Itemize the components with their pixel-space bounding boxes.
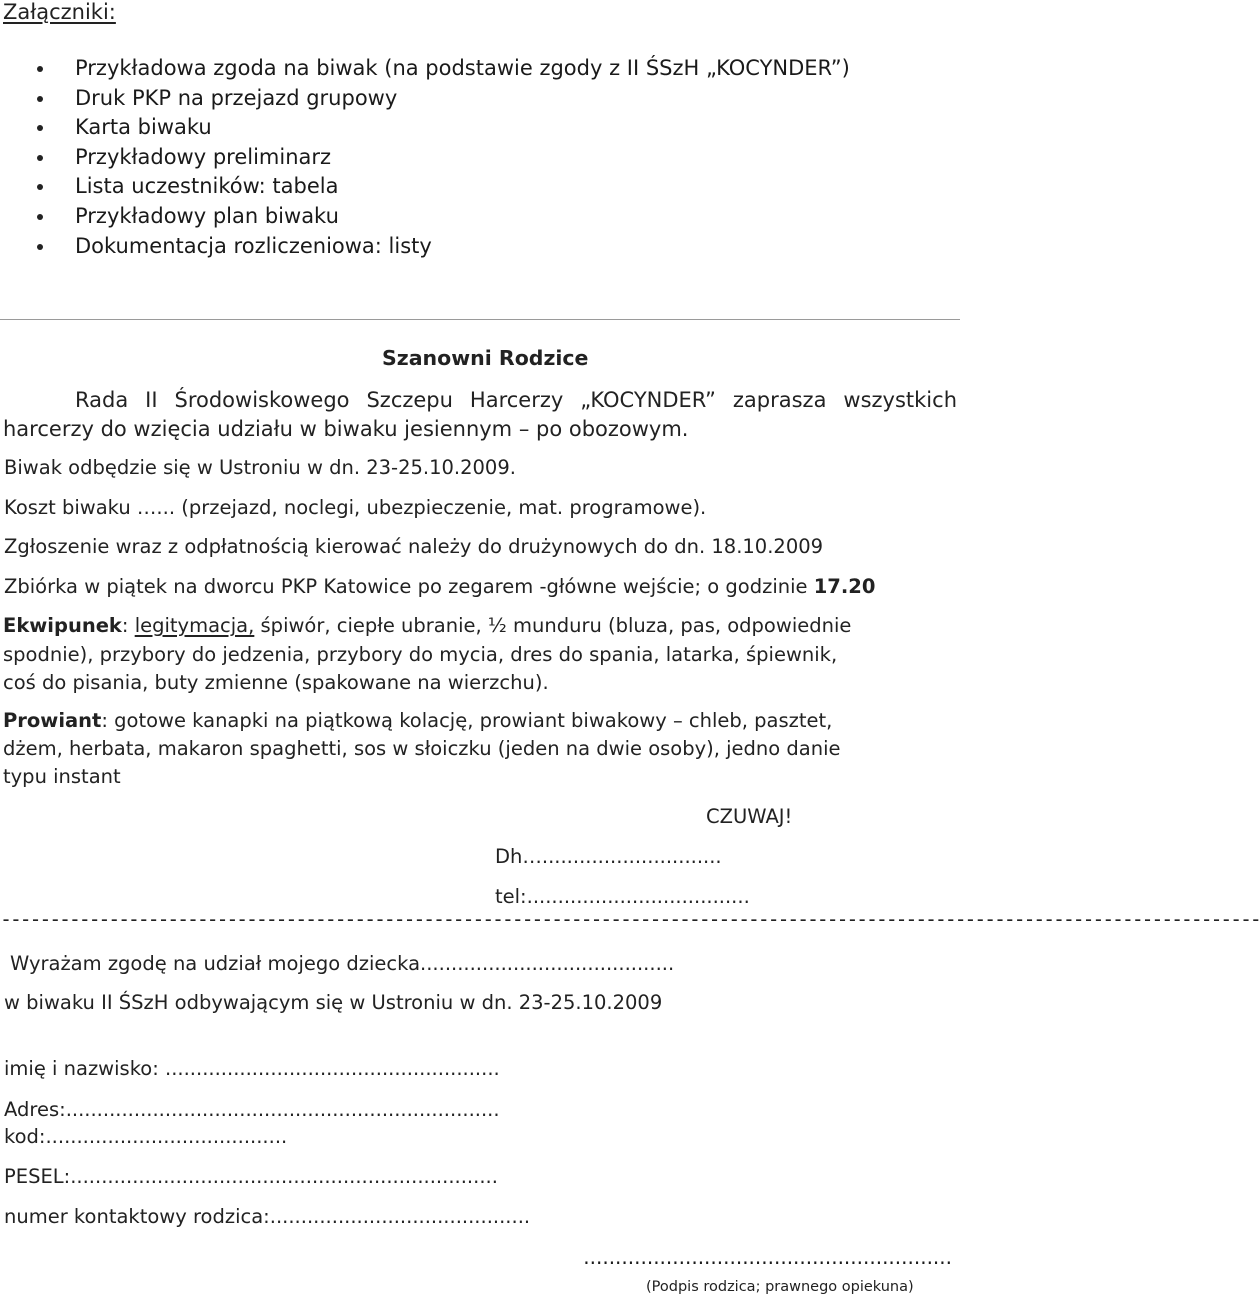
intro-word: wszystkich — [843, 388, 957, 412]
attachment-item-label: Karta biwaku — [75, 115, 212, 140]
attachment-item-label: Druk PKP na przejazd grupowy — [75, 85, 398, 110]
attachment-item — [0, 54, 850, 84]
attachments-title: Załączniki: — [3, 0, 116, 24]
code-field: kod:....................................... — [4, 1125, 288, 1148]
food-line-3: typu instant — [3, 765, 121, 788]
attachment-item — [0, 84, 850, 114]
address-field: Adres:...................................................................... — [4, 1098, 500, 1121]
attachment-item-label: Dokumentacja rozliczeniowa: listy — [75, 233, 432, 258]
attachment-item — [0, 143, 850, 173]
cut-line: -------------------------------------------------------------------------------------------------------------------------------- — [0, 907, 1260, 931]
gear-line-2: spodnie), przybory do jedzenia, przybory do mycia, dres do spania, latarka, śpiewnik, — [3, 643, 838, 666]
bullet-icon — [37, 66, 43, 72]
intro-word: zaprasza — [732, 388, 827, 412]
signup-deadline: Zgłoszenie wraz z odpłatnością kierować należy do drużynowych do dn. 18.10.2009 — [4, 535, 824, 558]
meeting-text: Zbiórka w piątek na dworcu PKP Katowice po zegarem -główne wejście; o godzinie — [4, 575, 814, 598]
intro-word: Szczepu — [366, 388, 453, 412]
bullet-icon — [37, 125, 43, 131]
attachment-item-label: Przykładowa zgoda na biwak (na podstawie zgody z II ŚSzH „KOCYNDER”) — [75, 56, 850, 80]
attachments-list — [0, 54, 850, 261]
attachment-item — [0, 172, 850, 202]
meeting-time: 17.20 — [813, 575, 876, 598]
bullet-icon — [37, 244, 43, 250]
closing: CZUWAJ! — [706, 805, 793, 828]
intro-word: II — [145, 388, 158, 412]
attachment-item-label: Lista uczestników: tabela — [75, 174, 339, 199]
divider — [0, 319, 960, 320]
biwak-cost: Koszt biwaku …... (przejazd, noclegi, ubezpieczenie, mat. programowe). — [4, 496, 707, 519]
gear-separator: : — [121, 614, 135, 637]
attachment-item — [0, 232, 850, 262]
dh-field: Dh…............................. — [495, 845, 722, 868]
intro-word: „KOCYNDER” — [580, 388, 716, 412]
attachment-item — [0, 113, 850, 143]
bullet-icon — [37, 214, 43, 220]
consent-line-1: Wyrażam zgodę na udział mojego dziecka......................................... — [10, 952, 675, 975]
attachment-item-label: Przykładowy plan biwaku — [75, 203, 339, 228]
intro-line-2: harcerzy do wzięcia udziału w biwaku jesiennym – po obozowym. — [3, 417, 689, 441]
gear-underlined-item: legitymacja, — [134, 614, 255, 637]
intro-word: Harcerzy — [469, 388, 564, 412]
signature-line: .......................................................... — [583, 1245, 952, 1269]
food-label: Prowiant — [3, 709, 102, 732]
intro-line-1 — [75, 388, 957, 412]
intro-word: Środowiskowego — [174, 388, 350, 412]
food-line-2: dżem, herbata, makaron spaghetti, sos w słoiczku (jeden na dwie osoby), jedno danie — [3, 737, 841, 760]
name-field: imię i nazwisko: ...................................................... — [4, 1057, 500, 1080]
pesel-field: PESEL:..................................................................... — [4, 1165, 498, 1188]
gear-line-3: coś do pisania, buty zmienne (spakowane na wierzchu). — [3, 671, 549, 694]
bullet-icon — [37, 155, 43, 161]
attachment-item-label: Przykładowy preliminarz — [75, 144, 332, 169]
consent-line-2: w biwaku II ŚSzH odbywającym się w Ustroniu w dn. 23-25.10.2009 — [4, 991, 663, 1014]
food-line-1-rest: : gotowe kanapki na piątkową kolację, prowiant biwakowy – chleb, pasztet, — [101, 709, 833, 732]
gear-label: Ekwipunek — [3, 614, 122, 637]
intro-word: Rada — [75, 388, 129, 412]
biwak-date: Biwak odbędzie się w Ustroniu w dn. 23-25.10.2009. — [4, 456, 516, 479]
tel-field: tel:.................................... — [495, 885, 750, 908]
gear-line-1 — [3, 614, 958, 637]
food-line-1 — [3, 709, 832, 732]
bullet-icon — [37, 184, 43, 190]
bullet-icon — [37, 96, 43, 102]
meeting-info — [4, 575, 875, 598]
signature-caption: (Podpis rodzica; prawnego opiekuna) — [646, 1279, 914, 1295]
gear-line-1-rest: śpiwór, ciepłe ubranie, ½ munduru (bluza, pas, odpowiednie — [254, 614, 852, 637]
attachment-item — [0, 202, 850, 232]
greeting: Szanowni Rodzice — [382, 346, 589, 370]
parent-phone-field: numer kontaktowy rodzica:.......................................... — [4, 1205, 531, 1228]
